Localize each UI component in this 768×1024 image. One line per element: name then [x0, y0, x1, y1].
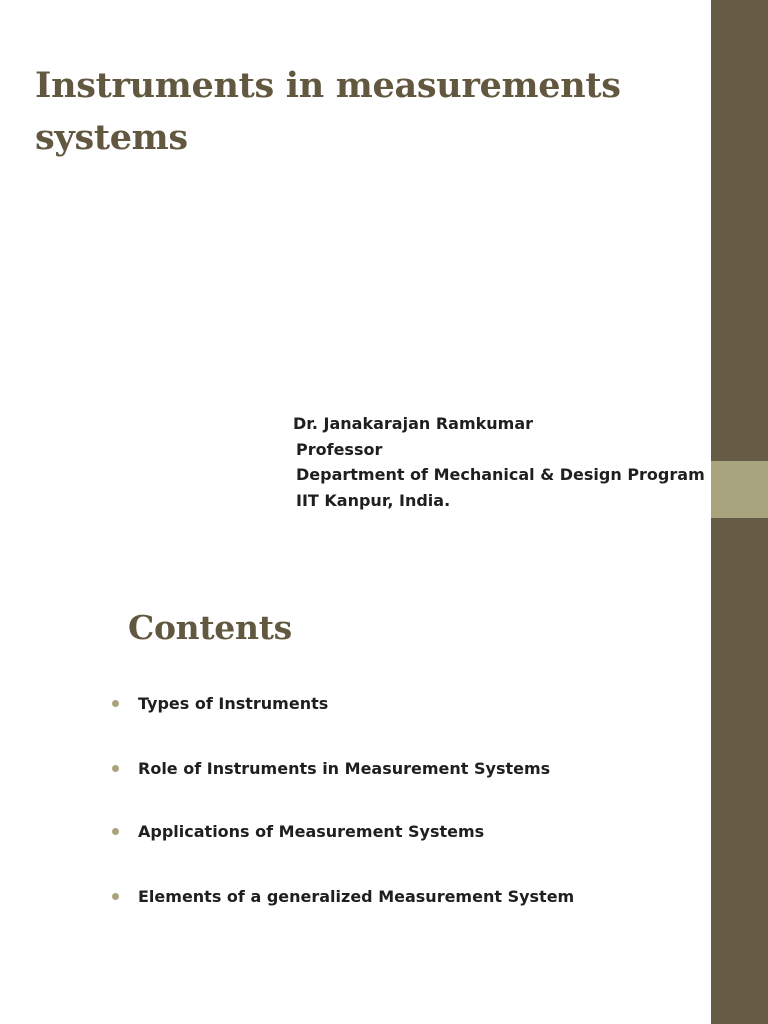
contents-item-label: Elements of a generalized Measurement System	[138, 887, 575, 906]
contents-item-label: Applications of Measurement Systems	[138, 822, 485, 841]
bullet-dot-icon	[112, 765, 119, 772]
contents-list	[112, 690, 702, 906]
contents-item-label: Types of Instruments	[138, 694, 329, 713]
author-position: Professor	[296, 439, 383, 459]
contents-item	[112, 883, 702, 911]
contents-item	[112, 690, 702, 718]
contents-item	[112, 818, 702, 846]
bullet-dot-icon	[112, 893, 119, 900]
slide-title-line-1: Instruments in measurements	[35, 65, 621, 106]
contents-heading: Contents	[128, 608, 292, 647]
bullet-dot-icon	[112, 700, 119, 707]
side-accent-block	[711, 461, 768, 518]
author-department: Department of Mechanical & Design Program	[296, 465, 705, 484]
author-block	[293, 411, 708, 513]
bullet-dot-icon	[112, 828, 119, 835]
contents-item-label: Role of Instruments in Measurement Systems	[138, 759, 551, 778]
author-institute: IIT Kanpur, India.	[296, 490, 451, 510]
contents-item	[112, 755, 702, 783]
slide-title-line-2: systems	[35, 117, 188, 158]
slide-title	[35, 60, 695, 164]
author-name: Dr. Janakarajan Ramkumar	[293, 414, 534, 433]
